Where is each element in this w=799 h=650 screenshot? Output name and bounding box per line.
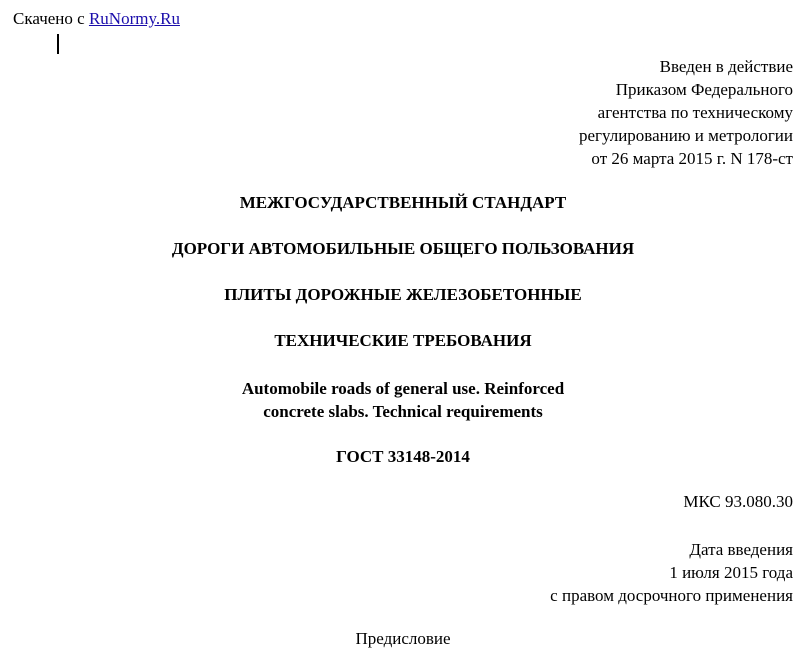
mks-code: МКС 93.080.30 bbox=[683, 492, 793, 511]
english-title-line: concrete slabs. Technical requirements bbox=[263, 402, 543, 421]
introduction-date-line: с правом досрочного применения bbox=[550, 586, 793, 605]
enactment-line: от 26 марта 2015 г. N 178-ст bbox=[591, 149, 793, 168]
english-title-line: Automobile roads of general use. Reinforced bbox=[241, 379, 565, 398]
text-cursor bbox=[57, 34, 59, 54]
introduction-date-line: Дата введения bbox=[689, 540, 793, 559]
enactment-line: регулированию и метрологии bbox=[578, 126, 793, 145]
runormy-link[interactable]: RuNormy.Ru bbox=[88, 9, 180, 28]
introduction-date-block bbox=[550, 538, 793, 607]
gost-code: ГОСТ 33148-2014 bbox=[336, 447, 470, 466]
source-prefix: Скачено с bbox=[13, 9, 89, 28]
introduction-date-line: 1 июля 2015 года bbox=[669, 563, 793, 582]
english-title bbox=[0, 377, 799, 423]
enactment-block bbox=[579, 55, 793, 170]
enactment-line: Приказом Федерального bbox=[615, 80, 793, 99]
enactment-line: агентства по техническому bbox=[597, 103, 793, 122]
enactment-line: Введен в действие bbox=[659, 57, 793, 76]
title-slabs: ПЛИТЫ ДОРОЖНЫЕ ЖЕЛЕЗОБЕТОННЫЕ bbox=[224, 285, 582, 304]
title-roads: ДОРОГИ АВТОМОБИЛЬНЫЕ ОБЩЕГО ПОЛЬЗОВАНИЯ bbox=[171, 239, 635, 258]
title-requirements: ТЕХНИЧЕСКИЕ ТРЕБОВАНИЯ bbox=[274, 331, 532, 350]
standard-type-heading: МЕЖГОСУДАРСТВЕННЫЙ СТАНДАРТ bbox=[239, 193, 567, 212]
source-line bbox=[13, 9, 180, 29]
foreword-heading: Предисловие bbox=[355, 629, 451, 648]
